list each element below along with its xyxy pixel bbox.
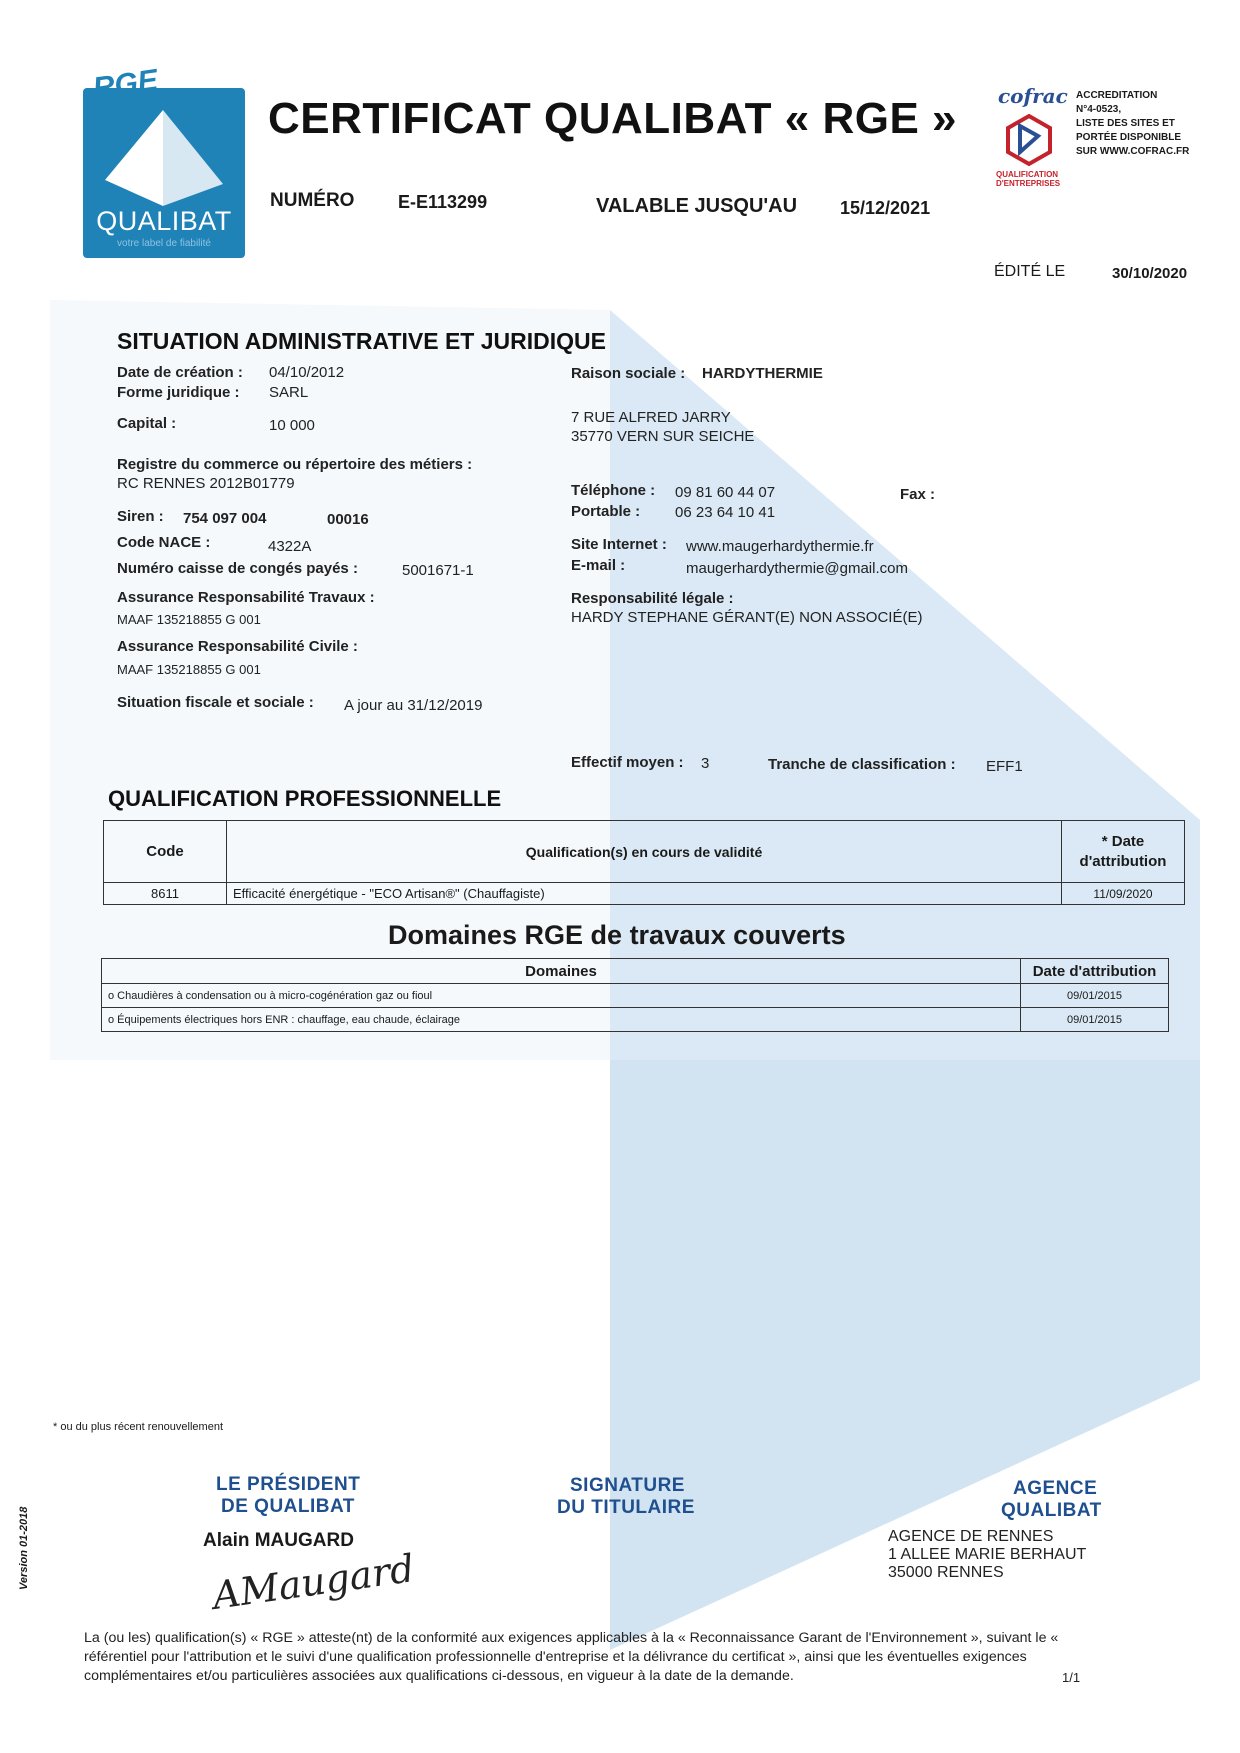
domaine-label: o Chaudières à condensation ou à micro-cogénération gaz ou fioul (102, 984, 1021, 1008)
edite-value: 30/10/2020 (1112, 265, 1188, 282)
tranche-label: Tranche de classification : (768, 756, 956, 773)
tel-value: 09 81 60 44 07 (675, 484, 776, 501)
raison-label: Raison sociale : (571, 365, 686, 382)
siren-label: Siren : (117, 508, 164, 525)
legal-line-2: référentiel pour l'attribution et le suivi d'une qualification professionnelle d'entreprise et la délivrance du certificat », ainsi que les éventuelles exigences (84, 1649, 1027, 1665)
conges-value: 5001671-1 (402, 562, 474, 579)
effectif-value: 3 (701, 755, 710, 772)
nace-label: Code NACE : (117, 534, 211, 551)
siren-suffix: 00016 (327, 511, 369, 528)
domaines-section-title: Domaines RGE de travaux couverts (388, 920, 846, 950)
agence-address-1: AGENCE DE RENNES (888, 1528, 1054, 1545)
agence-address-2: 1 ALLEE MARIE BERHAUT (888, 1546, 1087, 1563)
domaine-date: 09/01/2015 (1021, 984, 1169, 1008)
president-line-1: LE PRÉSIDENT (216, 1474, 361, 1495)
email-value: maugerhardythermie@gmail.com (686, 560, 908, 577)
resp-value: HARDY STEPHANE GÉRANT(E) NON ASSOCIÉ(E) (571, 609, 923, 626)
site-label: Site Internet : (571, 536, 667, 553)
forme-label: Forme juridique : (117, 384, 240, 401)
portable-label: Portable : (571, 503, 641, 520)
table-row (102, 984, 1169, 1008)
edite-label: ÉDITÉ LE (994, 263, 1066, 280)
col-date-header (1062, 821, 1185, 883)
qualif-code: 8611 (104, 883, 227, 905)
date-creation-value: 04/10/2012 (269, 364, 345, 381)
agence-line-1: AGENCE (1013, 1478, 1098, 1499)
registre-value: RC RENNES 2012B01779 (117, 475, 295, 492)
fiscale-label: Situation fiscale et sociale : (117, 694, 314, 711)
col-qualif-header: Qualification(s) en cours de validité (227, 821, 1062, 883)
col-code-header: Code (104, 821, 227, 883)
col-domaines-header: Domaines (102, 959, 1021, 984)
capital-value: 10 000 (269, 417, 315, 434)
qualification-table (103, 820, 1185, 905)
site-value: www.maugerhardythermie.fr (686, 538, 874, 555)
assur-civile-value: MAAF 135218855 G 001 (117, 662, 261, 677)
sig-titulaire-line-2: DU TITULAIRE (557, 1497, 695, 1518)
email-label: E-mail : (571, 557, 626, 574)
tranche-value: EFF1 (986, 758, 1023, 775)
accreditation-line-1: ACCREDITATION (1076, 90, 1158, 101)
portable-value: 06 23 64 10 41 (675, 504, 776, 521)
address-line-1: 7 RUE ALFRED JARRY (571, 409, 731, 426)
capital-label: Capital : (117, 415, 177, 432)
agence-line-2: QUALIBAT (1001, 1500, 1102, 1521)
siren-value: 754 097 004 (183, 510, 267, 527)
legal-line-3: complémentaires et/ou particulières associées aux qualifications ci-dessous, en vigueur à la date de la demande. (84, 1668, 794, 1684)
nace-value: 4322A (268, 538, 312, 555)
assur-travaux-value: MAAF 135218855 G 001 (117, 612, 261, 627)
fiscale-value: A jour au 31/12/2019 (344, 697, 483, 714)
domaine-date: 09/01/2015 (1021, 1008, 1169, 1032)
resp-label: Responsabilité légale : (571, 590, 734, 607)
footnote: * ou du plus récent renouvellement (53, 1421, 223, 1433)
president-line-2: DE QUALIBAT (221, 1496, 355, 1517)
qualif-label: Efficacité énergétique - "ECO Artisan®" (Chauffagiste) (227, 883, 1062, 905)
accreditation-line-3: LISTE DES SITES ET (1076, 118, 1175, 129)
col-date-header-line-2: d'attribution (1079, 852, 1167, 870)
col-date-attrib-header: Date d'attribution (1021, 959, 1169, 984)
col-date-header-line-1: * Date (1101, 832, 1145, 850)
numero-value: E-E113299 (398, 192, 488, 212)
sig-titulaire-line-1: SIGNATURE (570, 1475, 685, 1496)
assur-travaux-label: Assurance Responsabilité Travaux : (117, 589, 375, 606)
qualif-date: 11/09/2020 (1062, 883, 1185, 905)
table-row (102, 1008, 1169, 1032)
valable-value: 15/12/2021 (840, 198, 931, 218)
agence-address-3: 35000 RENNES (888, 1564, 1004, 1581)
domaine-label: o Équipements électriques hors ENR : chauffage, eau chaude, éclairage (102, 1008, 1021, 1032)
table-row (104, 883, 1185, 905)
accreditation-line-2: N°4-0523, (1076, 104, 1122, 115)
qualification-section-title: QUALIFICATION PROFESSIONNELLE (108, 786, 502, 811)
admin-section-title: SITUATION ADMINISTRATIVE ET JURIDIQUE (117, 328, 606, 354)
president-signature: AMaugard (209, 1546, 418, 1618)
certificate-title: CERTIFICAT QUALIBAT « RGE » (268, 94, 957, 143)
raison-value: HARDYTHERMIE (702, 365, 823, 382)
tel-label: Téléphone : (571, 482, 656, 499)
effectif-label: Effectif moyen : (571, 754, 684, 771)
cofrac-subtitle: QUALIFICATION D'ENTREPRISES (996, 170, 1061, 188)
president-name: Alain MAUGARD (203, 1530, 354, 1551)
address-line-2: 35770 VERN SUR SEICHE (571, 428, 755, 445)
page-number: 1/1 (1062, 1670, 1081, 1685)
assur-civile-label: Assurance Responsabilité Civile : (117, 638, 358, 655)
fax-label: Fax : (900, 486, 936, 503)
numero-label: NUMÉRO (270, 190, 355, 211)
legal-line-1: La (ou les) qualification(s) « RGE » atteste(nt) de la conformité aux exigences applicables à la « Reconnaissance Garant de l'Environnement », suivant le « (84, 1630, 1059, 1646)
valable-label: VALABLE JUSQU'AU (596, 195, 798, 217)
cofrac-logo: cofrac (998, 84, 1068, 108)
rge-badge: RGE (90, 63, 160, 106)
forme-value: SARL (269, 384, 309, 401)
conges-label: Numéro caisse de congés payés : (117, 560, 358, 577)
date-creation-label: Date de création : (117, 364, 243, 381)
version-label: Version 01-2018 (18, 1506, 30, 1590)
accreditation-line-5: SUR WWW.COFRAC.FR (1076, 146, 1190, 157)
logo-tagline: votre label de fiabilité (117, 238, 211, 249)
domaines-table (101, 958, 1169, 1032)
accreditation-line-4: PORTÉE DISPONIBLE (1076, 132, 1182, 143)
cofrac-hexagon-icon (1000, 112, 1058, 168)
qualibat-logo (83, 88, 245, 258)
logo-text: QUALIBAT (96, 206, 232, 236)
registre-label: Registre du commerce ou répertoire des métiers : (117, 456, 473, 473)
